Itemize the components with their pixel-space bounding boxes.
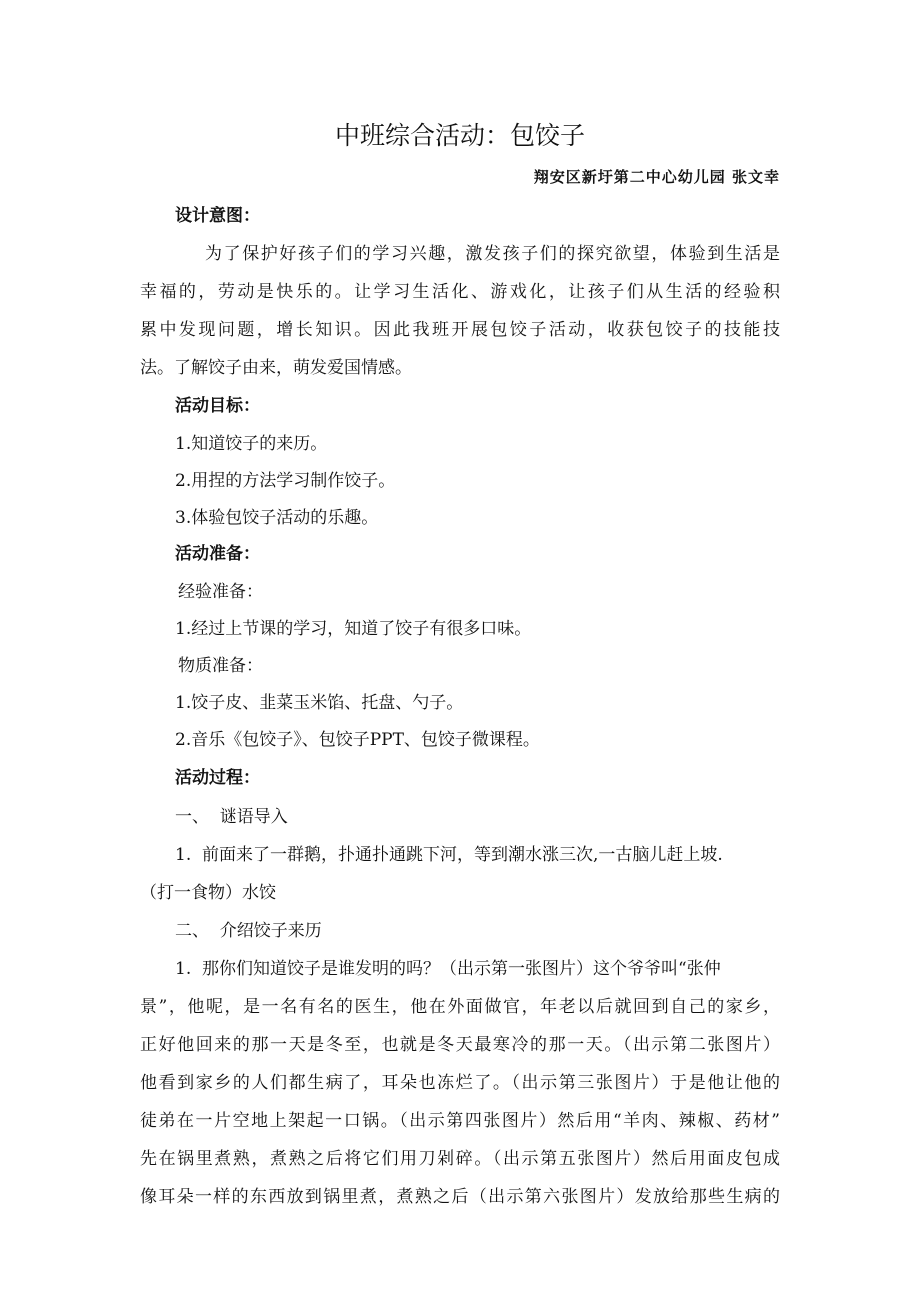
experience-label: 经验准备： [178,582,263,602]
process-line: 徒弟在一片空地上架起一口锅。（出示第四张图片）然后用“羊肉、辣椒、药材” [140,1111,780,1131]
process-line: 他看到家乡的人们都生病了，耳朵也冻烂了。（出示第三张图片）于是他让他的 [140,1073,780,1093]
design-intent-line: 幸福的，劳动是快乐的。让学习生活化、游戏化，让孩子们从生活的经验积 [140,282,780,302]
design-intent-line: 法。了解饺子由来，萌发爱国情感。 [140,358,412,378]
author-line: 翔安区新圩第二中心幼儿园 张文幸 [533,168,780,186]
process-line: 1. 前面来了一群鹅，扑通扑通跳下河，等到潮水涨三次,一古脑儿赶上坡. [175,845,723,865]
process-line: 正好他回来的那一天是冬至，也就是冬天最寒冷的那一天。（出示第二张图片） [140,1035,780,1055]
material-label: 物质准备： [178,656,263,676]
design-intent-heading: 设计意图： [175,206,260,226]
process-heading: 活动过程： [175,768,260,788]
process-line: 先在锅里煮熟，煮熟之后将它们用刀剁碎。（出示第五张图片）然后用面皮包成 [140,1149,780,1169]
goal-item: 3.体验包饺子活动的乐趣。 [175,508,379,528]
page-title: 中班综合活动：包饺子 [334,121,585,150]
section-title: 一、 谜语导入 [175,807,288,827]
experience-item: 1.经过上节课的学习，知道了饺子有很多口味。 [175,619,532,639]
material-item: 1.饺子皮、韭菜玉米馅、托盘、勺子。 [175,693,464,713]
process-line: （打一食物）水饺 [140,883,276,903]
design-intent-line: 累中发现问题，增长知识。因此我班开展包饺子活动，收获包饺子的技能技 [140,320,780,340]
process-line: 像耳朵一样的东西放到锅里煮，煮熟之后（出示第六张图片）发放给那些生病的 [140,1187,780,1207]
process-line: 景”，他呢，是一名有名的医生，他在外面做官，年老以后就回到自己的家乡， [140,997,780,1017]
goal-item: 1.知道饺子的来历。 [175,434,328,454]
section-title: 二、 介绍饺子来历 [175,921,322,941]
preparation-heading: 活动准备： [175,544,260,564]
process-line: 1. 那你们知道饺子是谁发明的吗？（出示第一张图片）这个爷爷叫“张仲 [175,959,721,979]
material-item: 2.音乐《包饺子》、包饺子PPT、包饺子微课程。 [175,730,540,750]
goal-item: 2.用捏的方法学习制作饺子。 [175,471,396,491]
design-intent-line: 为了保护好孩子们的学习兴趣，激发孩子们的探究欲望，体验到生活是 [205,244,780,264]
goals-heading: 活动目标： [175,396,260,416]
